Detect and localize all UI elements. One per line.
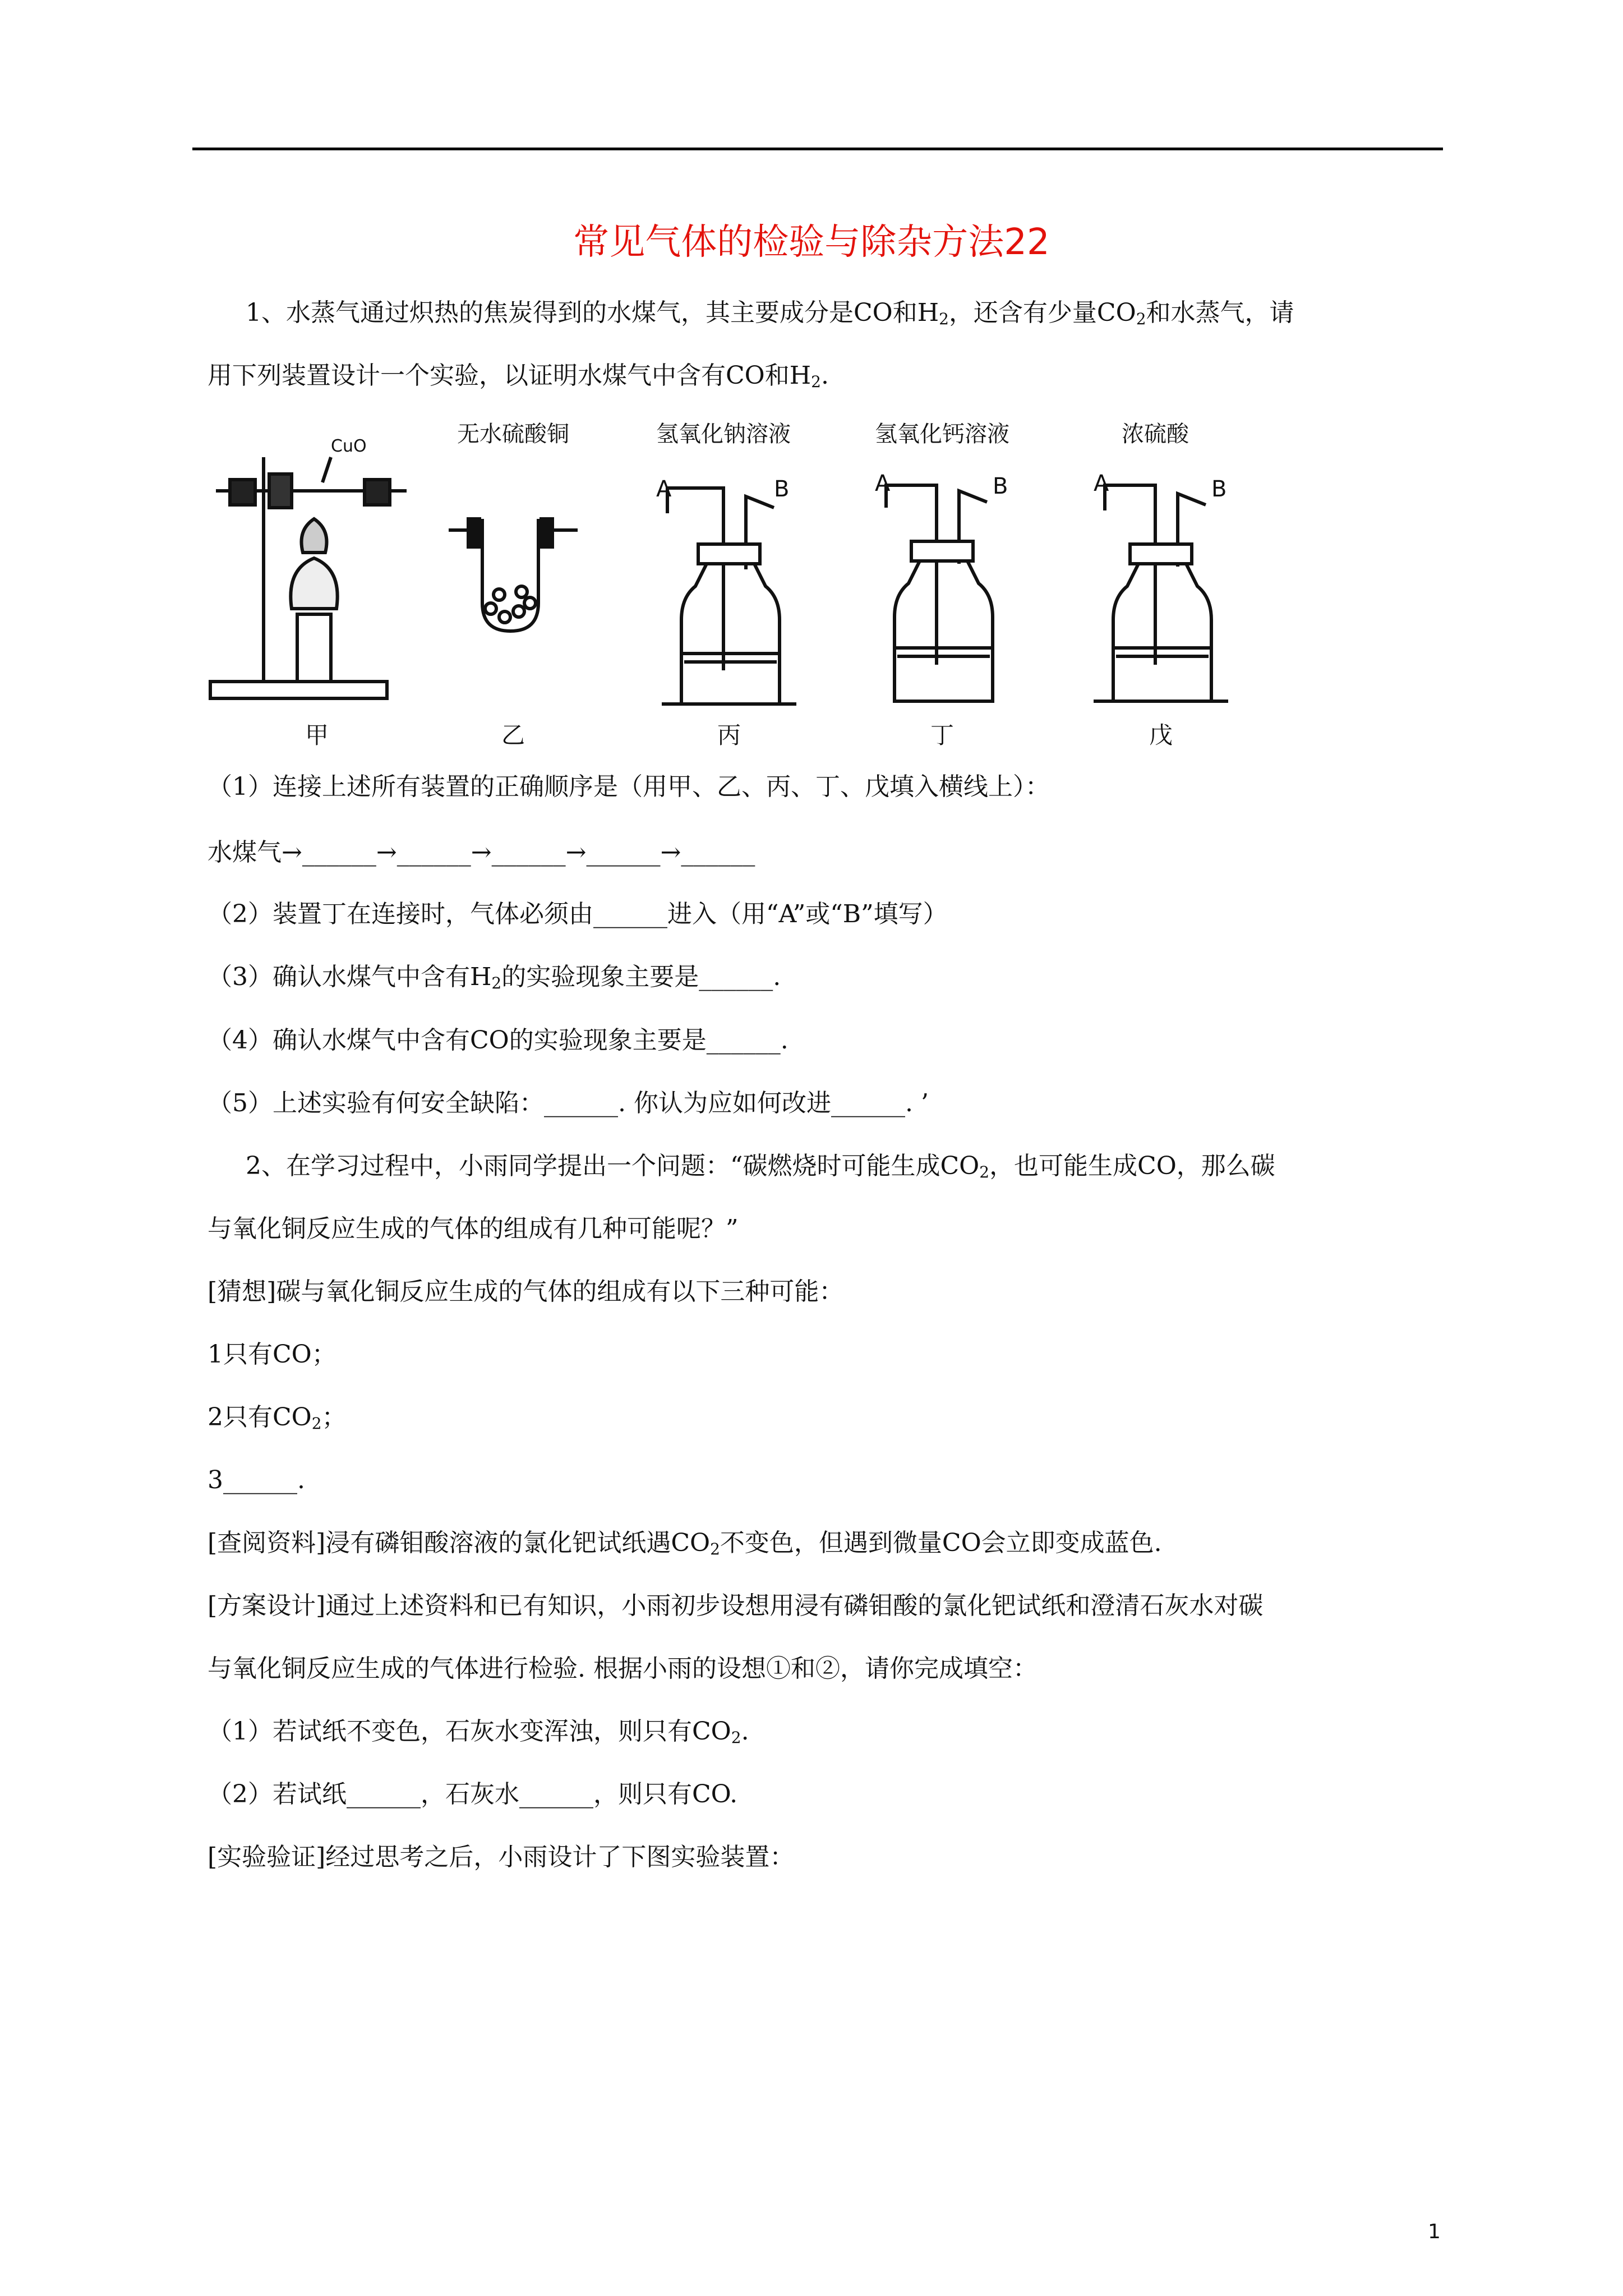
svg-text:B: B: [774, 476, 790, 502]
q2-line-2: 与氧化铜反应生成的气体的组成有几种可能呢？”: [208, 1214, 739, 1243]
label-jia: 甲: [305, 721, 329, 749]
apparatus-ding: [875, 471, 1008, 701]
label-bing-reagent: 氢氧化钠溶液: [656, 421, 791, 447]
q2-step-2: （2）若试纸______，石灰水______，则只有CO.: [208, 1780, 738, 1809]
q2-line-1: 2、在学习过程中，小雨同学提出一个问题：“碳燃烧时可能生成$CO_2$，也可能生成CO，那么碳: [246, 1152, 1275, 1181]
svg-text:B: B: [1211, 476, 1227, 502]
q1-part-5: （5）上述实验有何安全缺陷：______. 你认为应如何改进______. ’: [208, 1089, 929, 1117]
q2-guess: [猜想]碳与氧化铜反应生成的气体的组成有以下三种可能：: [208, 1277, 844, 1306]
q1-part-1: （1）连接上述所有装置的正确顺序是（用甲、乙、丙、丁、戊填入横线上）：: [208, 772, 1050, 801]
q2-design-2: 与氧化铜反应生成的气体进行检验. 根据小雨的设想①和②，请你完成填空：: [208, 1654, 1038, 1683]
header-rule: [192, 148, 1443, 150]
page-number: 1: [1428, 2220, 1441, 2243]
q2-design-1: [方案设计]通过上述资料和已有知识，小雨初步设想用浸有磷钼酸的氯化钯试纸和澄清石灰水对碳: [208, 1591, 1264, 1620]
svg-text:B: B: [993, 473, 1008, 499]
cuo-label: CuO: [331, 436, 367, 456]
apparatus-yi: [449, 519, 578, 631]
apparatus-wu: [1094, 471, 1228, 701]
page-title: 常见气体的检验与除杂方法22: [573, 222, 1050, 263]
apparatus-bing: [656, 476, 796, 704]
q1-line-1: 1、水蒸气通过炽热的焦炭得到的水煤气，其主要成分是CO和$H_2$，还含有少量$CO_2$和水蒸气，请: [246, 298, 1294, 328]
apparatus-figure: [208, 418, 1329, 754]
q2-guess-2: 2只有$CO_2$；: [208, 1403, 347, 1433]
q2-step-1: （1）若试纸不变色，石灰水变浑浊，则只有$CO_2$.: [208, 1717, 749, 1747]
label-ding: 丁: [930, 721, 955, 749]
svg-text:A: A: [1094, 471, 1109, 496]
q1-part-1-chain: 水煤气→______→______→______→______→______: [208, 838, 755, 867]
q1-line-2: 用下列装置设计一个实验，以证明水煤气中含有CO和$H_2$.: [208, 361, 829, 391]
q2-guess-1: 1只有CO；: [208, 1340, 336, 1369]
q1-part-3: （3）确认水煤气中含有$H_2$的实验现象主要是______.: [208, 963, 781, 992]
q2-verify: [实验验证]经过思考之后，小雨设计了下图实验装置：: [208, 1843, 795, 1871]
q1-part-4: （4）确认水煤气中含有CO的实验现象主要是______.: [208, 1026, 789, 1055]
label-bing: 丙: [717, 721, 741, 749]
svg-text:A: A: [875, 471, 891, 496]
svg-text:A: A: [656, 476, 672, 502]
q2-guess-3: 3______.: [208, 1466, 305, 1494]
apparatus-jia: [210, 436, 407, 698]
q2-info: [查阅资料]浸有磷钼酸溶液的氯化钯试纸遇$CO_2$不变色，但遇到微量CO会立即变成蓝色.: [208, 1529, 1162, 1558]
q1-part-2: （2）装置丁在连接时，气体必须由______进入（用“A”或“B”填写）: [208, 900, 948, 928]
label-wu: 戊: [1149, 721, 1173, 749]
label-wu-reagent: 浓硫酸: [1122, 421, 1189, 447]
label-yi: 乙: [501, 721, 525, 749]
label-ding-reagent: 氢氧化钙溶液: [875, 421, 1009, 447]
label-yi-reagent: 无水硫酸铜: [457, 421, 569, 447]
